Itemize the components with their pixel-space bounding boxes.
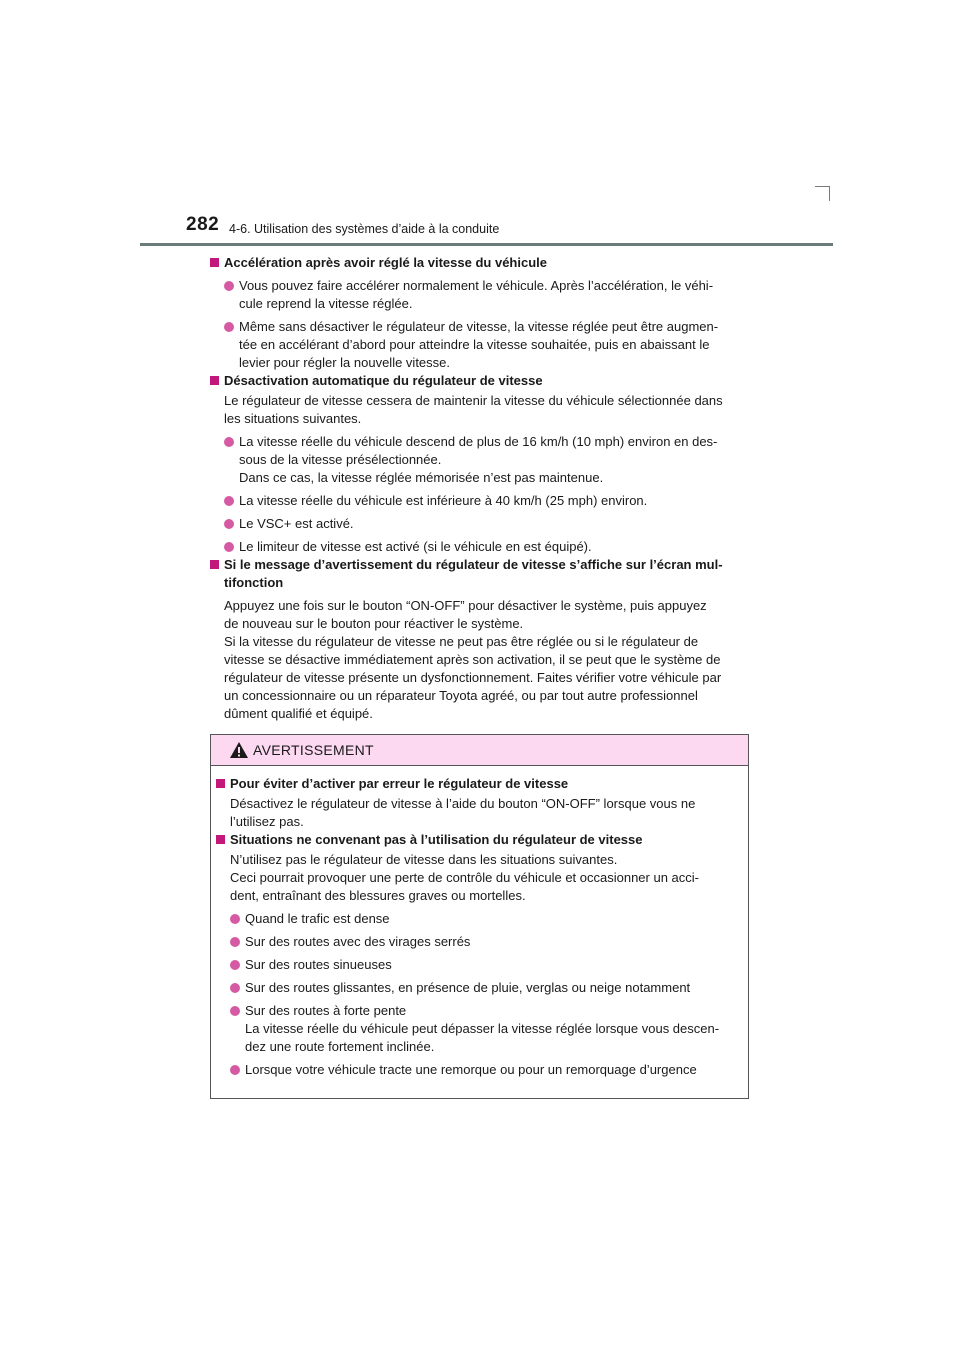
bullet-icon xyxy=(230,1006,240,1016)
list-item: La vitesse réelle du véhicule descend de plus de 16 km/h (10 mph) environ en des- sous de la vitesse présélectionnée. Dans ce cas, la vitesse réglée mémorisée n’est pas maintenue. xyxy=(210,433,747,487)
bullet-icon xyxy=(230,937,240,947)
section-marker-icon xyxy=(210,376,219,385)
warning-triangle-icon xyxy=(229,741,249,759)
main-content xyxy=(210,254,747,723)
list-item: Sur des routes avec des virages serrés xyxy=(216,933,742,951)
list-item: Vous pouvez faire accélérer normalement le véhicule. Après l’accélération, le véhi- cule reprend la vitesse réglée. xyxy=(210,277,747,313)
warning-header xyxy=(211,735,748,766)
section-marker-icon xyxy=(216,835,225,844)
list-item: Même sans désactiver le régulateur de vitesse, la vitesse réglée peut être augmen- tée en accélérant d’abord pour atteindre la vitesse souhaitée, puis en abaissant le levier pour régler la nouvelle vitesse. xyxy=(210,318,747,372)
section-marker-icon xyxy=(216,779,225,788)
section-heading: Désactivation automatique du régulateur de vitesse xyxy=(210,372,747,390)
list-item: Sur des routes glissantes, en présence de pluie, verglas ou neige notamment xyxy=(216,979,742,997)
bullet-icon xyxy=(224,322,234,332)
bullet-icon xyxy=(230,914,240,924)
section-heading: Situations ne convenant pas à l’utilisation du régulateur de vitesse xyxy=(216,831,742,849)
list-item: Sur des routes sinueuses xyxy=(216,956,742,974)
bullet-icon xyxy=(224,542,234,552)
bullet-icon xyxy=(230,960,240,970)
bullet-icon xyxy=(224,496,234,506)
page-number: 282 xyxy=(186,214,220,235)
section-heading: Si le message d’avertissement du régulateur de vitesse s’affiche sur l’écran mul- tifonction xyxy=(210,556,747,592)
section-heading: Pour éviter d’activer par erreur le régulateur de vitesse xyxy=(216,775,742,793)
section-marker-icon xyxy=(210,258,219,267)
warning-box xyxy=(210,734,749,1099)
list-item: La vitesse réelle du véhicule est inférieure à 40 km/h (25 mph) environ. xyxy=(210,492,747,510)
warning-title: AVERTISSEMENT xyxy=(253,742,374,758)
paragraph: N’utilisez pas le régulateur de vitesse dans les situations suivantes. Ceci pourrait provoquer une perte de contrôle du véhicule et occasionner un acci- dent, entraînant des blessures graves ou mortelles. xyxy=(230,852,699,903)
list-item: Le VSC+ est activé. xyxy=(210,515,747,533)
crop-mark xyxy=(815,186,830,187)
list-item: Sur des routes à forte pente La vitesse réelle du véhicule peut dépasser la vitesse réglée lorsque vous descen- dez une route fortement inclinée. xyxy=(216,1002,742,1056)
section-heading: Accélération après avoir réglé la vitesse du véhicule xyxy=(210,254,747,272)
bullet-icon xyxy=(230,983,240,993)
paragraph: Désactivez le régulateur de vitesse à l’aide du bouton “ON-OFF” lorsque vous ne l’utilisez pas. xyxy=(230,796,696,829)
bullet-icon xyxy=(224,281,234,291)
paragraph: Appuyez une fois sur le bouton “ON-OFF” pour désactiver le système, puis appuyez de nouveau sur le bouton pour réactiver le système. Si la vitesse du régulateur de vitesse ne peut pas être réglée ou si le régulateur de vitesse se désactive immédiatement après son activation, il se peut que le système de régulateur de vitesse présente un dysfonctionnement. Faites vérifier votre véhicule par un concessionnaire ou un réparateur Toyota agréé, ou par tout autre professionnel dûment qualifié et équipé. xyxy=(224,598,722,721)
header-rule xyxy=(140,243,833,246)
bullet-icon xyxy=(230,1065,240,1075)
crop-mark xyxy=(829,186,830,201)
warning-body xyxy=(216,775,742,1079)
list-item: Quand le trafic est dense xyxy=(216,910,742,928)
paragraph: Le régulateur de vitesse cessera de maintenir la vitesse du véhicule sélectionnée dans les situations suivantes. xyxy=(224,393,723,426)
list-item: Lorsque votre véhicule tracte une remorque ou pour un remorquage d’urgence xyxy=(216,1061,742,1079)
section-marker-icon xyxy=(210,560,219,569)
chapter-title: 4-6. Utilisation des systèmes d’aide à la conduite xyxy=(229,222,500,236)
list-item: Le limiteur de vitesse est activé (si le véhicule en est équipé). xyxy=(210,538,747,556)
bullet-icon xyxy=(224,519,234,529)
bullet-icon xyxy=(224,437,234,447)
